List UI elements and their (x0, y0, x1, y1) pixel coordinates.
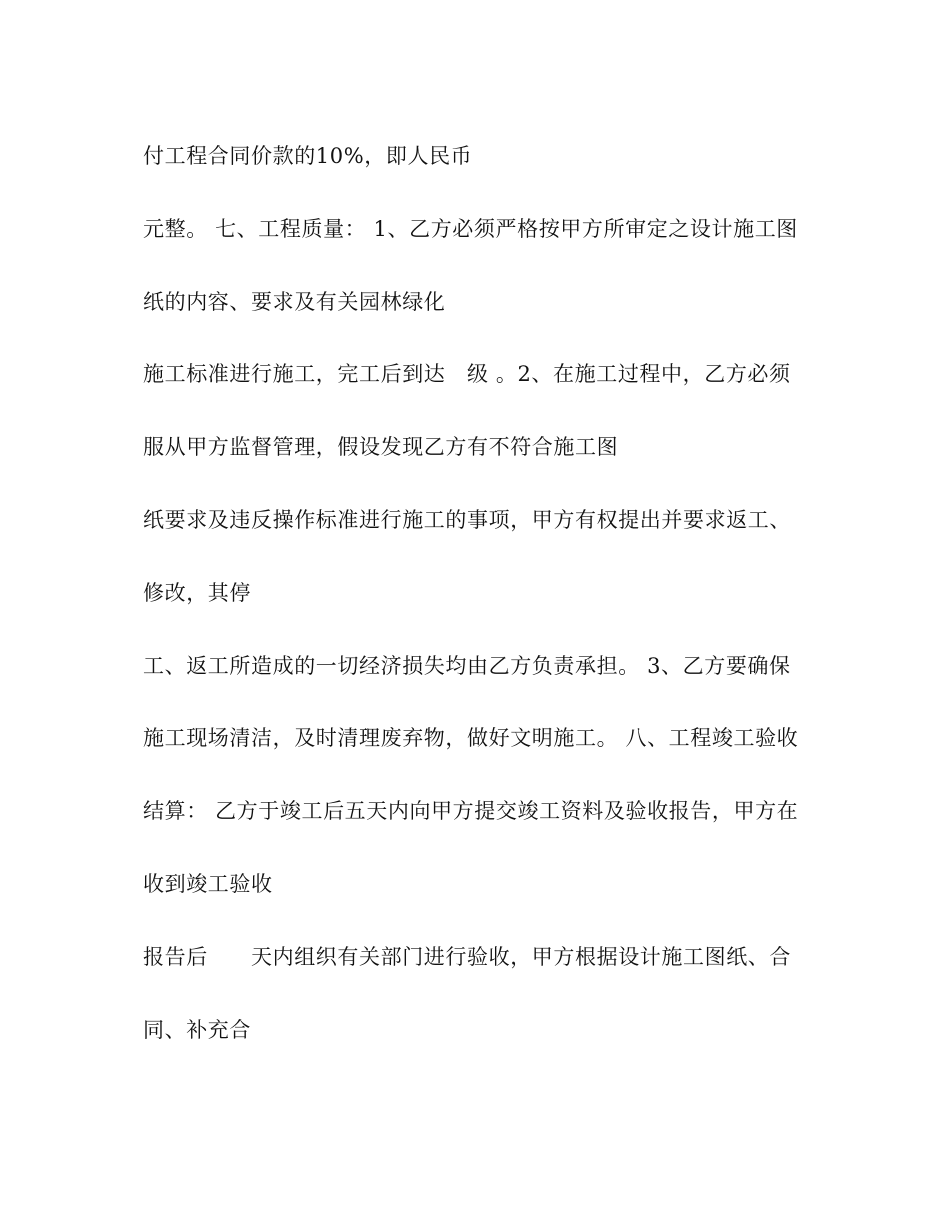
text-line: 收到竣工验收 (143, 871, 273, 896)
text-line: 结算： 乙方于竣工后五天内向甲方提交竣工资料及验收报告，甲方在 (143, 799, 799, 824)
document-body (143, 136, 823, 1082)
text-line: 施工现场清洁，及时清理废弃物，做好文明施工。 八、工程竣工验收 (143, 726, 799, 751)
text-line: 同、补充合 (143, 1017, 251, 1042)
text-line: 报告后 天内组织有关部门进行验收，甲方根据设计施工图纸、合 (143, 944, 791, 969)
text-line: 元整。 七、工程质量： 1、乙方必须严格按甲方所审定之设计施工图 (143, 216, 798, 241)
text-line: 修改，其停 (143, 580, 251, 605)
text-line: 纸要求及违反操作标准进行施工的事项，甲方有权提出并要求返工、 (143, 507, 791, 532)
text-line: 施工标准进行施工，完工后到达 级 。2、在施工过程中，乙方必须 (143, 362, 791, 387)
text-line: 付工程合同价款的10%，即人民币 (143, 144, 473, 168)
text-line: 纸的内容、要求及有关园林绿化 (143, 289, 446, 314)
text-line: 工、返工所造成的一切经济损失均由乙方负责承担。 3、乙方要确保 (143, 653, 791, 678)
text-line: 服从甲方监督管理，假设发现乙方有不符合施工图 (143, 435, 619, 460)
